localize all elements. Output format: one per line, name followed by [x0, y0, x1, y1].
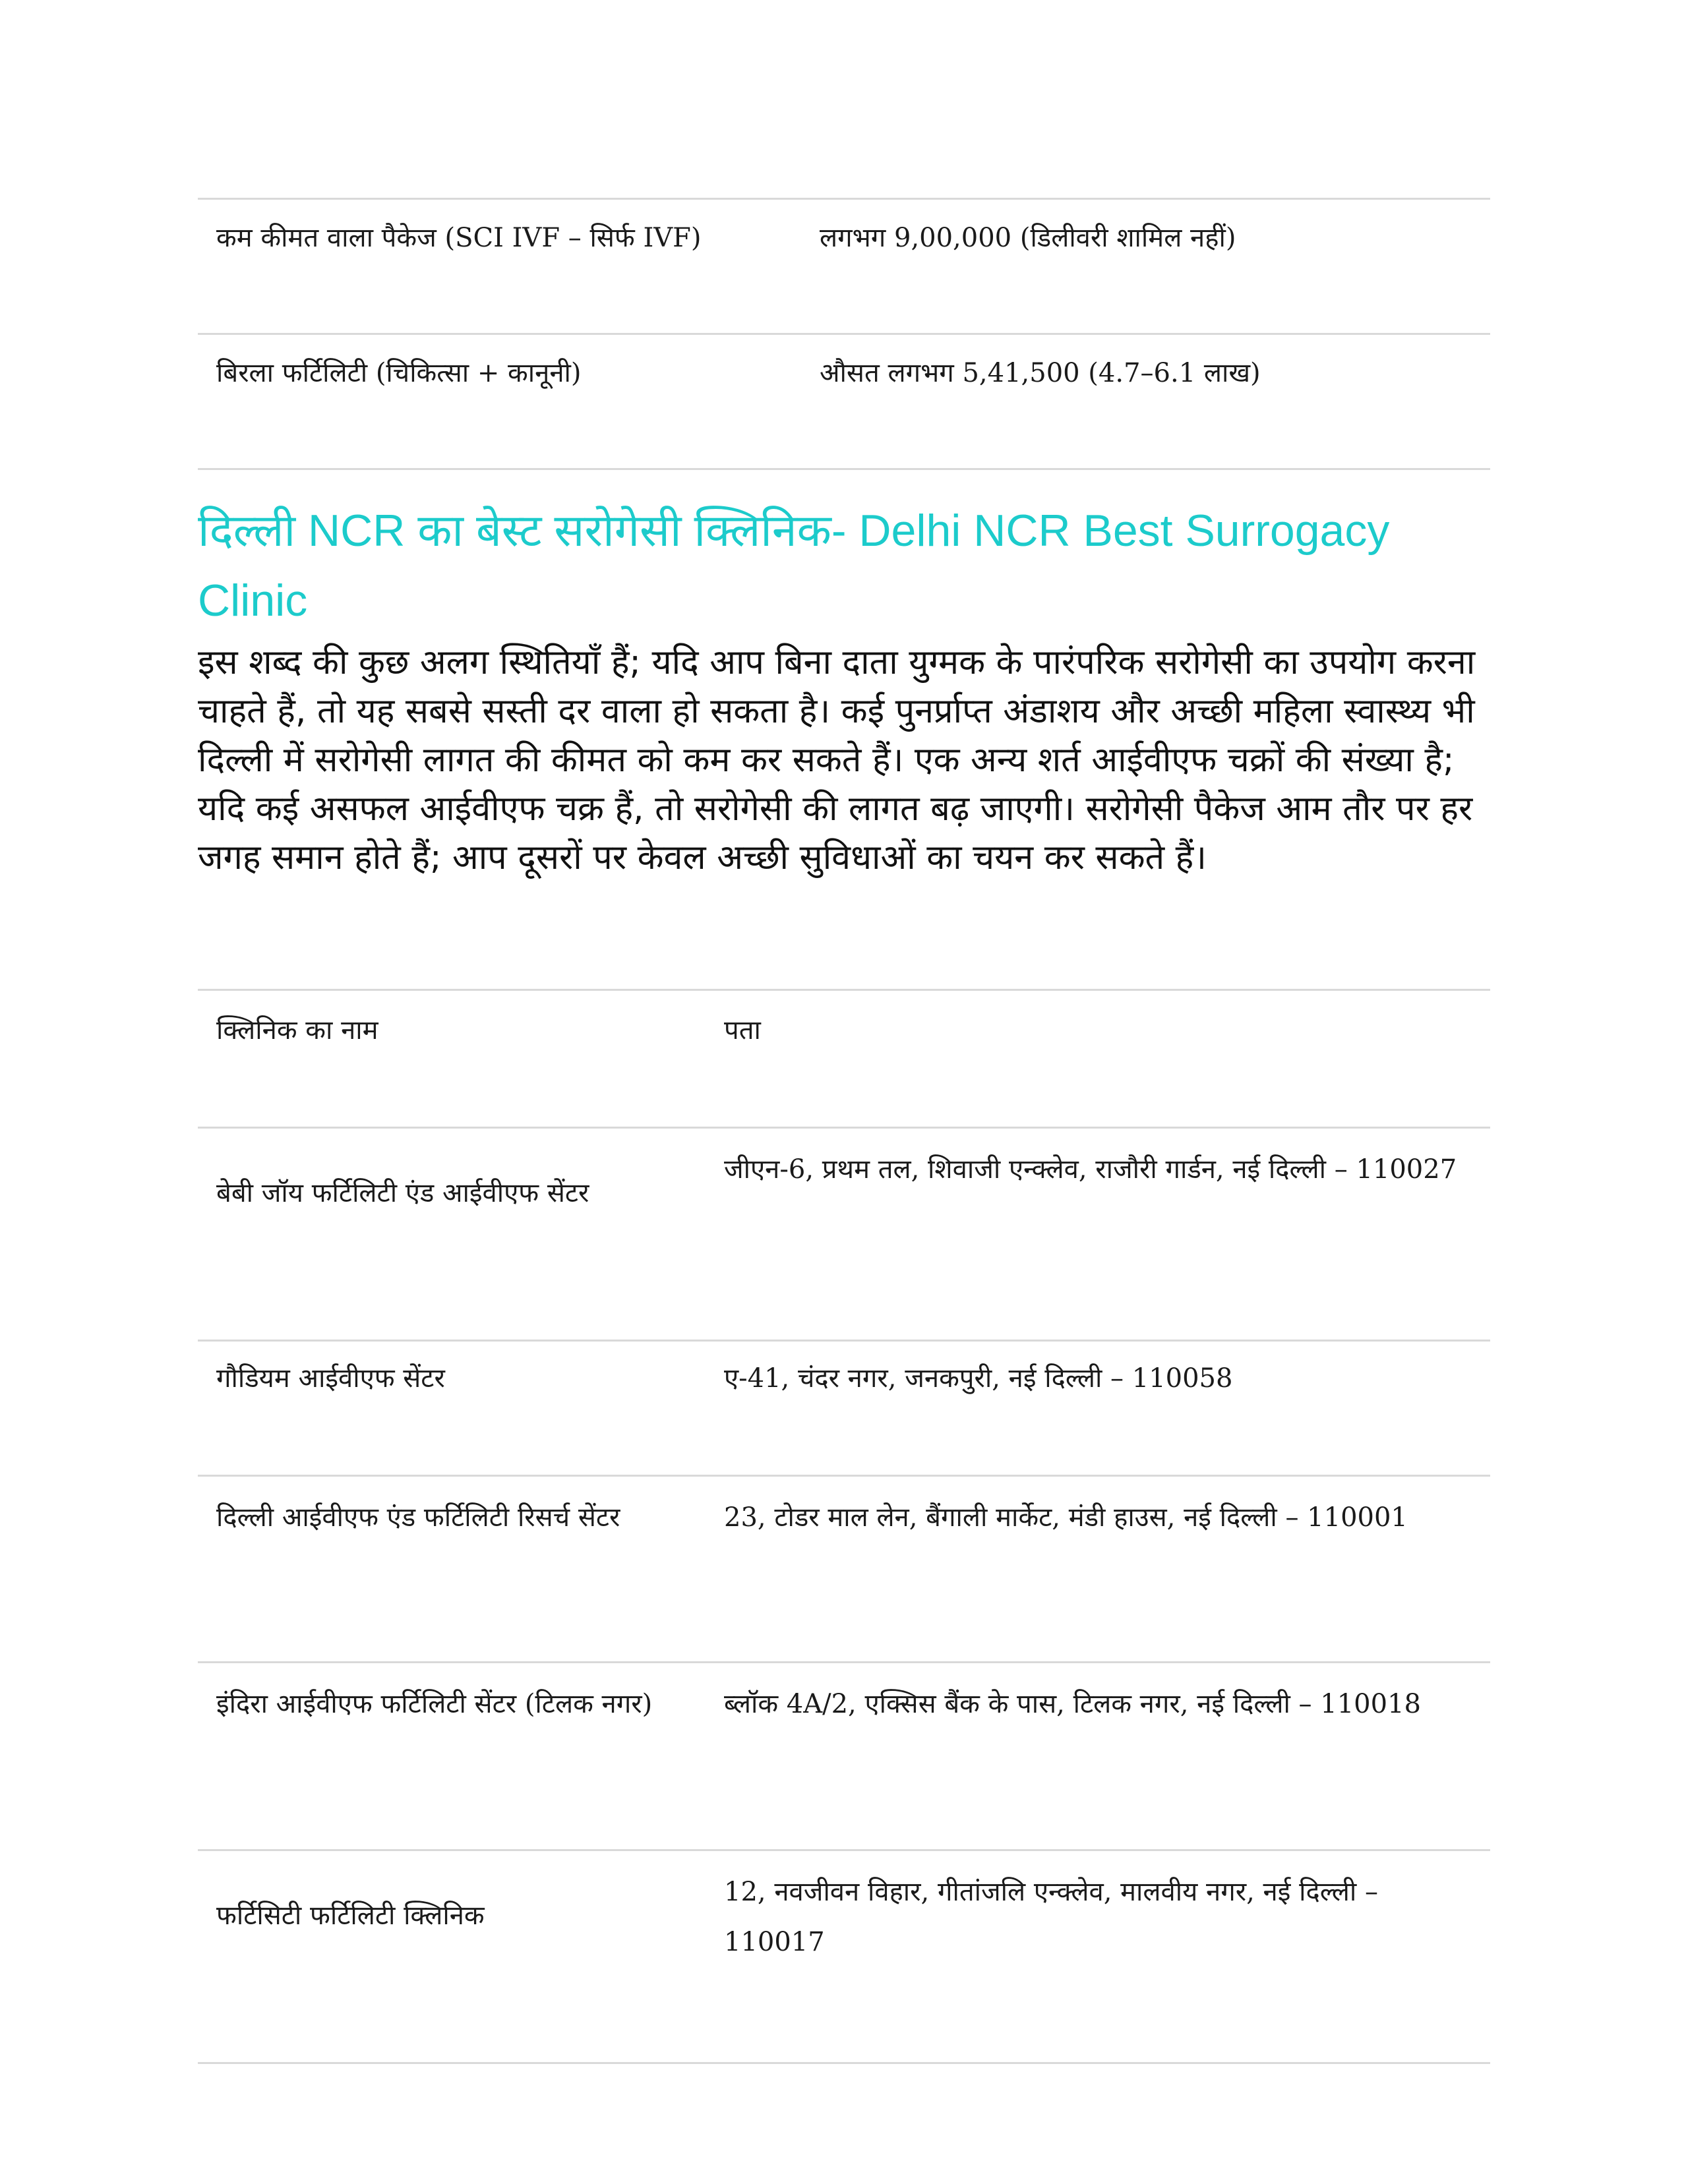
clinic-address-cell: जीएन-6, प्रथम तल, शिवाजी एन्क्लेव, राजौरी गार्डन, नई दिल्ली – 110027	[706, 1128, 1490, 1341]
clinic-address-cell: 23, टोडर माल लेन, बैंगाली मार्केट, मंडी हाउस, नई दिल्ली – 110001	[706, 1476, 1490, 1663]
clinic-address-cell: ब्लॉक 4A/2, एक्सिस बैंक के पास, टिलक नगर, नई दिल्ली – 110018	[706, 1663, 1490, 1850]
table-row	[198, 1663, 1490, 1850]
package-cell: बिरला फर्टिलिटी (चिकित्सा + कानूनी)	[198, 334, 801, 469]
cost-cell: औसत लगभग 5,41,500 (4.7–6.1 लाख)	[801, 334, 1490, 469]
clinic-name-cell: फर्टिसिटी फर्टिलिटी क्लिनिक	[198, 1850, 706, 2063]
clinic-name-cell: गौडियम आईवीएफ सेंटर	[198, 1341, 706, 1476]
clinic-name-cell: इंदिरा आईवीएफ फर्टिलिटी सेंटर (टिलक नगर)	[198, 1663, 706, 1850]
cost-cell: लगभग 9,00,000 (डिलीवरी शामिल नहीं)	[801, 199, 1490, 334]
table-row	[198, 1476, 1490, 1663]
package-cell: कम कीमत वाला पैकेज (SCI IVF – सिर्फ IVF)	[198, 199, 801, 334]
section-heading: दिल्ली NCR का बेस्ट सरोगेसी क्लिनिक- Delhi NCR Best Surrogacy Clinic	[198, 506, 1390, 626]
clinic-address-cell: ए-41, चंदर नगर, जनकपुरी, नई दिल्ली – 110058	[706, 1341, 1490, 1476]
table-row	[198, 1341, 1490, 1476]
clinic-table	[198, 989, 1490, 2064]
table-header-row	[198, 990, 1490, 1128]
table-row	[198, 199, 1490, 334]
table-row	[198, 334, 1490, 469]
section-paragraph: इस शब्द की कुछ अलग स्थितियाँ हैं; यदि आप बिना दाता युग्मक के पारंपरिक सरोगेसी का उपयोग करना चाहते हैं, तो यह सबसे सस्ती दर वाला हो सकता है। कई पुनर्प्राप्त अंडाशय और अच्छी महिला स्वास्थ्य भी दिल्ली में सरोगेसी लागत की कीमत को कम कर सकते हैं। एक अन्य शर्त आईवीएफ चक्रों की संख्या है; यदि कई असफल आईवीएफ चक्र हैं, तो सरोगेसी की लागत बढ़ जाएगी। सरोगेसी पैकेज आम तौर पर हर जगह समान होते हैं; आप दूसरों पर केवल अच्छी सुविधाओं का चयन कर सकते हैं।	[198, 643, 1476, 877]
price-table	[198, 198, 1490, 470]
header-clinic-name: क्लिनिक का नाम	[198, 990, 706, 1128]
header-address: पता	[706, 990, 1490, 1128]
table-row	[198, 1128, 1490, 1341]
table-row	[198, 1850, 1490, 2063]
clinic-name-cell: दिल्ली आईवीएफ एंड फर्टिलिटी रिसर्च सेंटर	[198, 1476, 706, 1663]
clinic-name-cell: बेबी जॉय फर्टिलिटी एंड आईवीएफ सेंटर	[198, 1128, 706, 1341]
clinic-address-cell: 12, नवजीवन विहार, गीतांजलि एन्क्लेव, मालवीय नगर, नई दिल्ली – 110017	[706, 1850, 1490, 2063]
